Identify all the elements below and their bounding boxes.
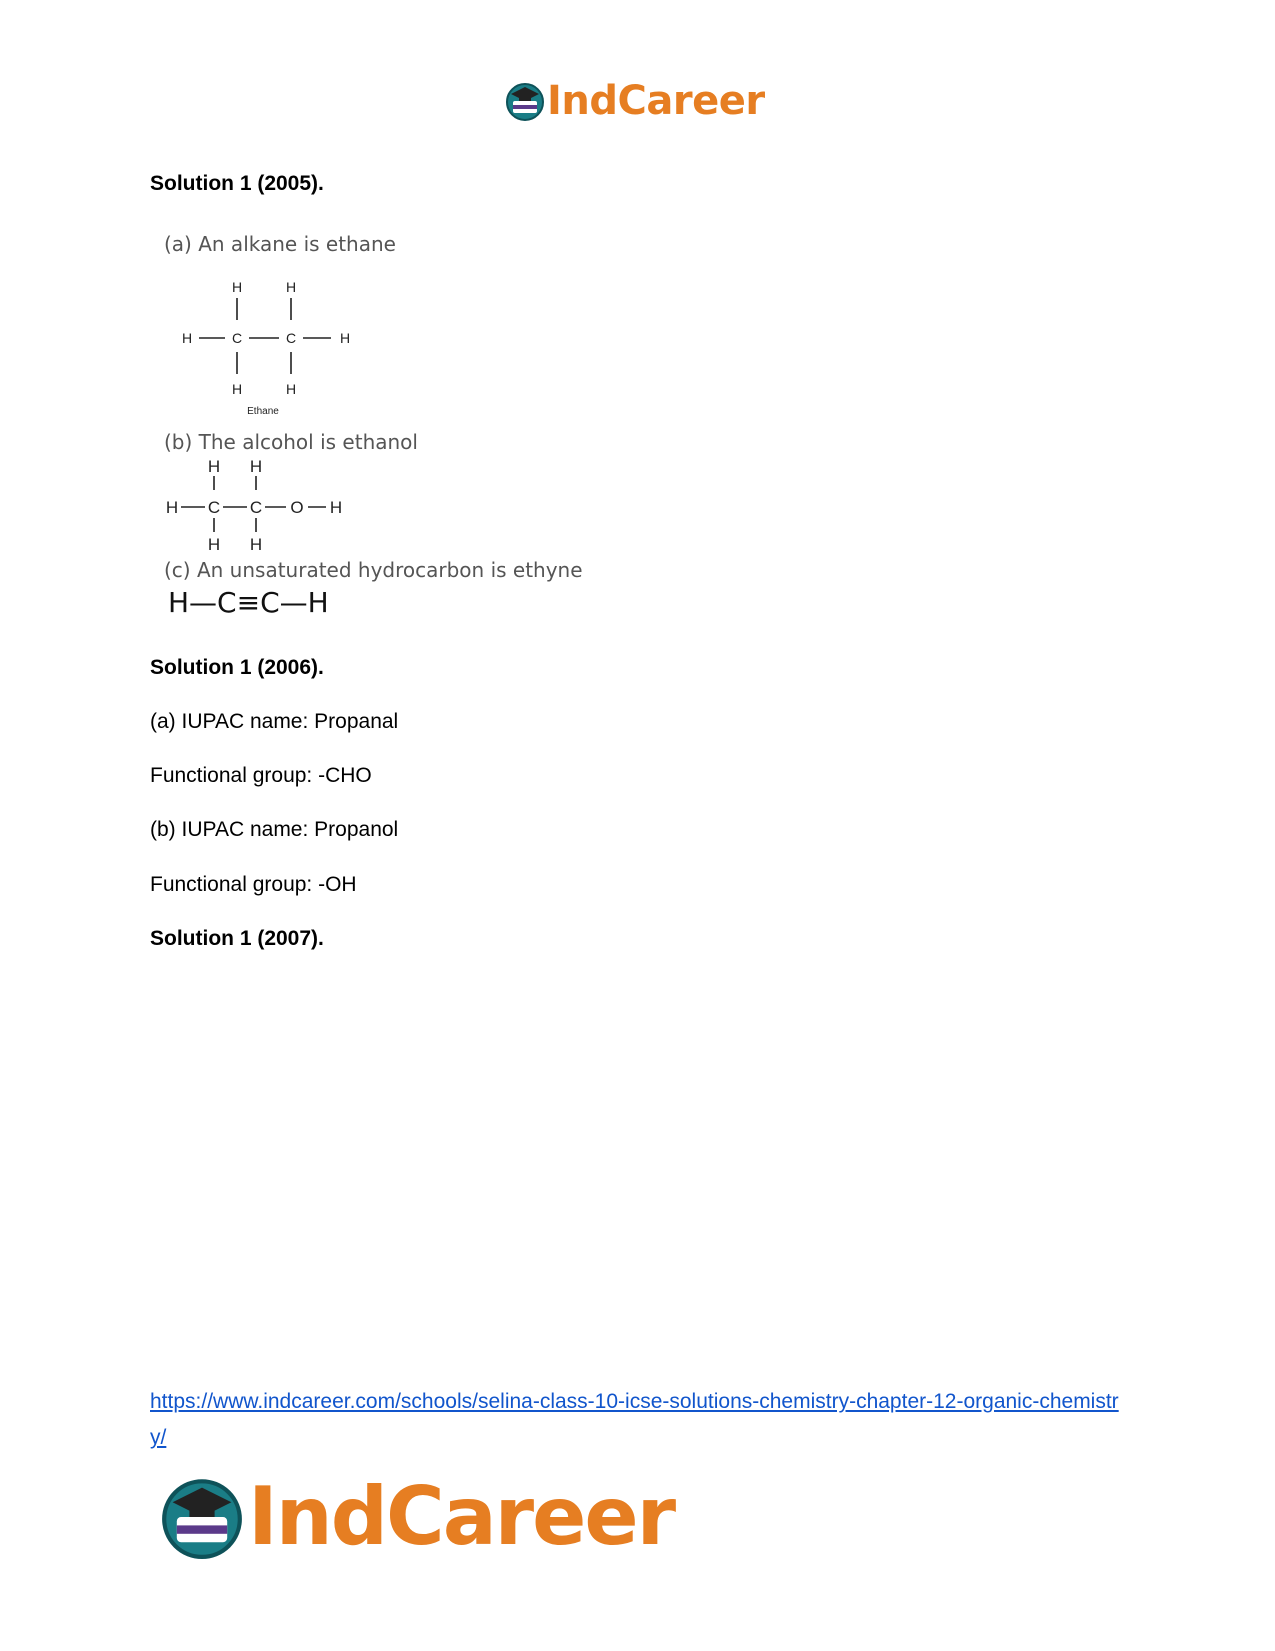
svg-text:C: C xyxy=(231,330,243,346)
ethyne-formula: H—C≡C—H xyxy=(168,586,329,619)
svg-text:H: H xyxy=(249,457,263,476)
source-url-link[interactable]: https://www.indcareer.com/schools/selina-class-10-icse-solutions-chemistry-chapter-12-organic-chemistry/ xyxy=(150,1390,1119,1449)
svg-text:H: H xyxy=(249,535,263,554)
svg-text:O: O xyxy=(290,498,304,517)
graduation-cap-icon xyxy=(505,81,545,121)
svg-text:C: C xyxy=(207,498,221,517)
svg-text:H: H xyxy=(339,330,351,346)
logo-wordmark: IndCareer xyxy=(248,1470,675,1563)
svg-text:C: C xyxy=(285,330,297,346)
svg-text:H: H xyxy=(285,381,297,397)
svg-text:H: H xyxy=(231,381,243,397)
alkane-caption: (a) An alkane is ethane xyxy=(164,232,396,256)
svg-text:C: C xyxy=(249,498,263,517)
ethane-structure-diagram xyxy=(175,276,375,436)
logo-wordmark: IndCareer xyxy=(547,78,765,124)
svg-text:H: H xyxy=(165,498,179,517)
svg-text:H: H xyxy=(285,279,297,295)
svg-text:H: H xyxy=(207,457,221,476)
solution-2005-heading: Solution 1 (2005). xyxy=(150,172,324,195)
solution-2006-heading: Solution 1 (2006). xyxy=(150,656,324,679)
graduation-cap-icon xyxy=(160,1475,244,1559)
propanal-functional-group: Functional group: -CHO xyxy=(150,764,372,787)
header-logo xyxy=(505,78,765,124)
alcohol-caption: (b) The alcohol is ethanol xyxy=(164,430,418,454)
svg-text:H: H xyxy=(231,279,243,295)
svg-text:H: H xyxy=(329,498,343,517)
propanol-iupac-name: (b) IUPAC name: Propanol xyxy=(150,818,399,841)
svg-text:H: H xyxy=(207,535,221,554)
propanol-functional-group: Functional group: -OH xyxy=(150,873,357,896)
footer-logo xyxy=(160,1470,674,1563)
hydrocarbon-caption: (c) An unsaturated hydrocarbon is ethyne xyxy=(164,558,583,582)
propanal-iupac-name: (a) IUPAC name: Propanal xyxy=(150,710,399,733)
ethanol-structure-diagram xyxy=(164,456,364,556)
svg-text:H: H xyxy=(181,330,193,346)
ethane-label: Ethane xyxy=(247,406,279,417)
solution-2007-heading: Solution 1 (2007). xyxy=(150,927,324,950)
